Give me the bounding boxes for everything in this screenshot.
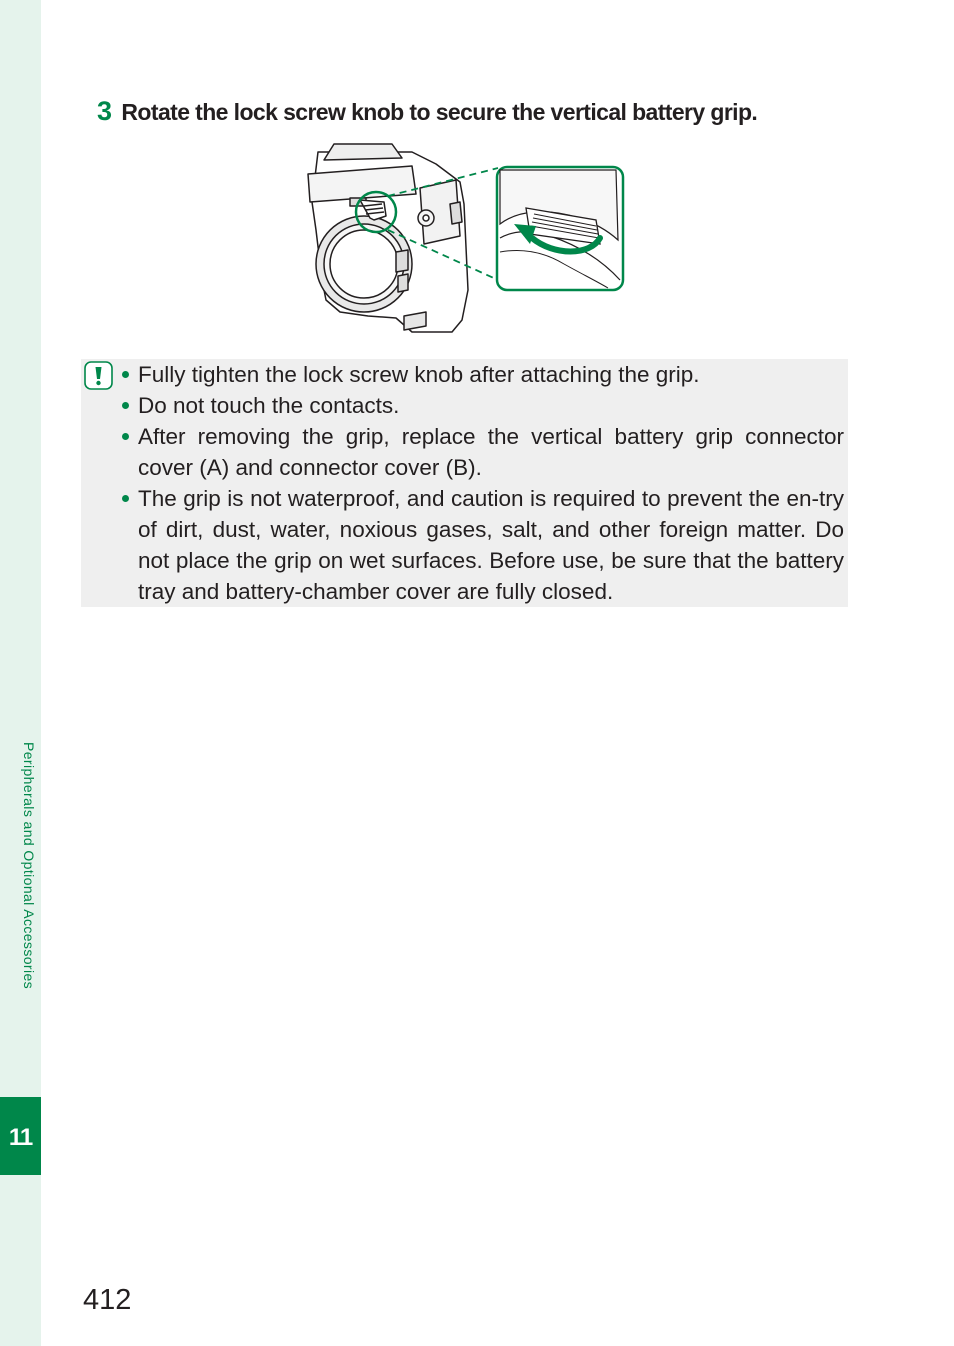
list-item [122, 390, 844, 421]
page-number: 412 [83, 1284, 132, 1316]
note-text: Do not touch the contacts. [138, 393, 400, 418]
camera-with-grip-illustration [308, 144, 468, 332]
lock-screw-knob-detail [497, 167, 623, 290]
caution-box [81, 359, 848, 607]
caution-icon [84, 361, 113, 390]
bullet-icon [122, 402, 129, 409]
caution-notes [122, 359, 844, 607]
camera-grip-illustration [300, 140, 630, 336]
list-item [122, 359, 844, 390]
bullet-icon [122, 371, 129, 378]
bullet-icon [122, 495, 129, 502]
note-text: Fully tighten the lock screw knob after attaching the grip. [138, 362, 700, 387]
list-item [122, 483, 844, 607]
note-text: The grip is not waterproof, and caution is required to prevent the en-try of dirt, dust, water, noxious gases, salt, and other foreign matter. Do not place the grip on wet surfaces. Before use, be sure that the battery tray and battery-chamber cover are fully closed. [138, 486, 844, 604]
step-number: 3 [97, 96, 112, 126]
chapter-number: 11 [8, 1124, 33, 1151]
list-item [122, 421, 844, 483]
step-heading [97, 96, 887, 127]
note-text: After removing the grip, replace the vertical battery grip connector cover (A) and connector cover (B). [138, 424, 844, 480]
step-text: Rotate the lock screw knob to secure the vertical battery grip. [121, 99, 758, 125]
bullet-icon [122, 433, 129, 440]
chapter-section-label: Peripherals and Optional Accessories [21, 742, 37, 990]
